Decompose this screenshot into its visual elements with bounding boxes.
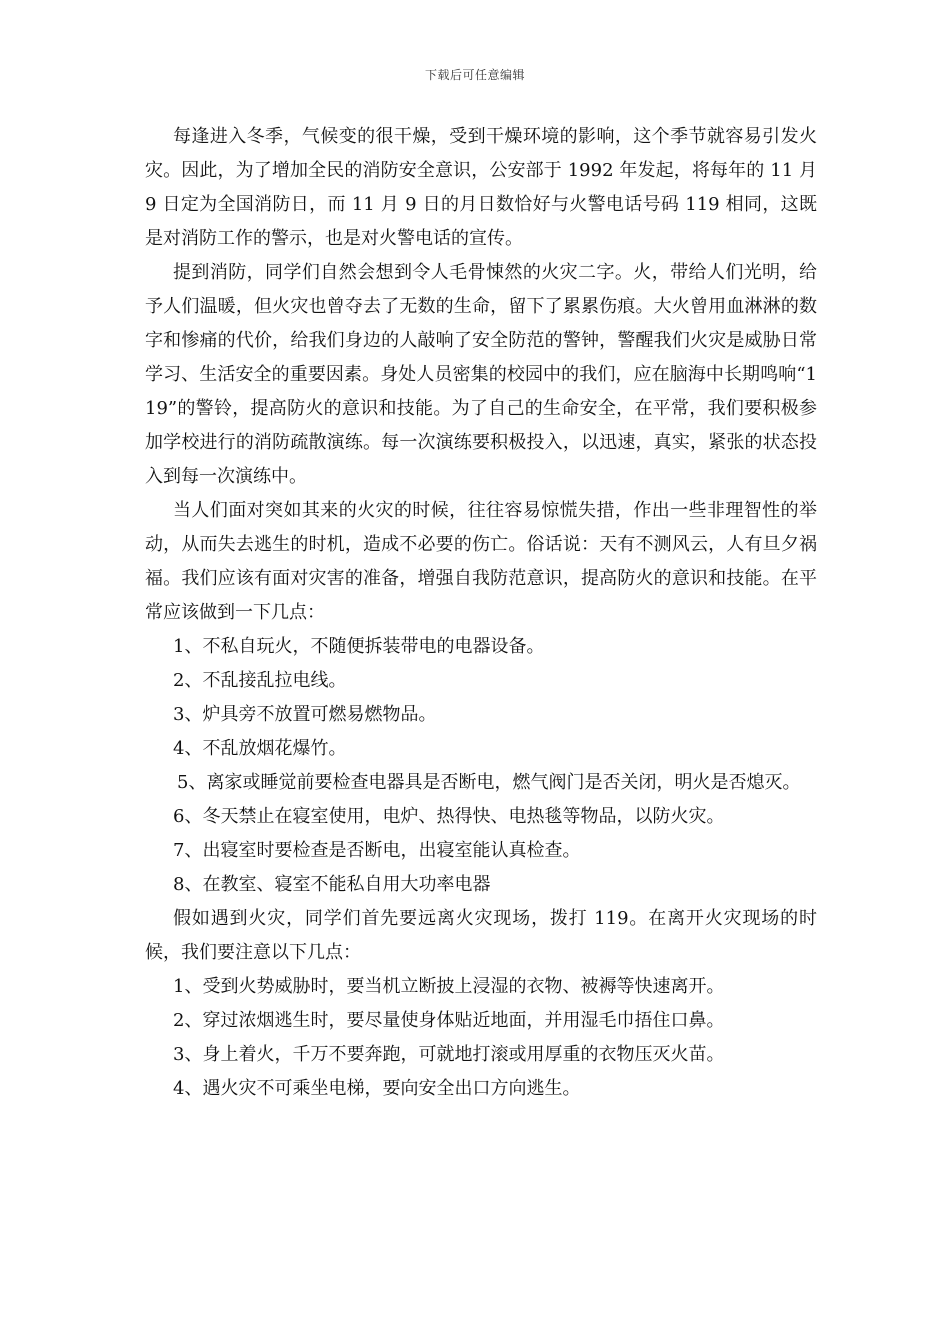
prevention-item: 4、不乱放烟花爆竹。 — [173, 738, 347, 759]
escape-item: 3、身上着火，千万不要奔跑，可就地打滚或用厚重的衣物压灭火苗。 — [173, 1044, 725, 1065]
prevention-item: 8、在教室、寝室不能私自用大功率电器 — [173, 874, 491, 895]
paragraph-escape-intro: 假如遇到火灾，同学们首先要远离火灾现场，拨打 119。在离开火灾现场的时候，我们要注意以下几点： — [145, 908, 817, 963]
document-body — [145, 120, 817, 1106]
prevention-item: 6、冬天禁止在寝室使用，电炉、热得快、电热毯等物品，以防火灾。 — [173, 806, 725, 827]
paragraph-prevention-intro: 当人们面对突如其来的火灾的时候，往往容易惊慌失措，作出一些非理智性的举动，从而失去逃生的时机，造成不必要的伤亡。俗话说：天有不测风云，人有旦夕祸福。我们应该有面对灾害的准备，增强自我防范意识，提高防火的意识和技能。在平常应该做到一下几点： — [145, 500, 817, 623]
prevention-item: 7、出寝室时要检查是否断电，出寝室能认真检查。 — [173, 840, 581, 861]
paragraph-intro: 每逢进入冬季，气候变的很干燥，受到干燥环境的影响，这个季节就容易引发火灾。因此，为了增加全民的消防安全意识，公安部于 1992 年发起，将每年的 11 月 9 日定为全国消防日，而 11 月 9 日的月日数恰好与火警电话号码 119 相同，这既是对消防工作的警示，也是对火警电话的宣传。 — [145, 126, 817, 249]
prevention-item: 2、不乱接乱拉电线。 — [173, 670, 347, 691]
prevention-item: 1、不私自玩火，不随便拆装带电的电器设备。 — [173, 636, 545, 657]
escape-item: 1、受到火势威胁时，要当机立断披上浸湿的衣物、被褥等快速离开。 — [173, 976, 725, 997]
paragraph-awareness: 提到消防，同学们自然会想到令人毛骨悚然的火灾二字。火，带给人们光明，给予人们温暖，但火灾也曾夺去了无数的生命，留下了累累伤痕。大火曾用血淋淋的数字和惨痛的代价，给我们身边的人敲响了安全防范的警钟，警醒我们火灾是威胁日常学习、生活安全的重要因素。身处人员密集的校园中的我们，应在脑海中长期鸣响“119”的警铃，提高防火的意识和技能。为了自己的生命安全，在平常，我们要积极参加学校进行的消防疏散演练。每一次演练要积极投入，以迅速，真实，紧张的状态投入到每一次演练中。 — [145, 262, 817, 487]
escape-item: 2、穿过浓烟逃生时，要尽量使身体贴近地面，并用湿毛巾捂住口鼻。 — [173, 1010, 725, 1031]
prevention-item: 5、离家或睡觉前要检查电器具是否断电，燃气阀门是否关闭，明火是否熄灭。 — [177, 772, 801, 793]
escape-item: 4、遇火灾不可乘坐电梯，要向安全出口方向逃生。 — [173, 1078, 581, 1099]
page-header-note: 下载后可任意编辑 — [424, 68, 525, 82]
prevention-item: 3、炉具旁不放置可燃易燃物品。 — [173, 704, 437, 725]
